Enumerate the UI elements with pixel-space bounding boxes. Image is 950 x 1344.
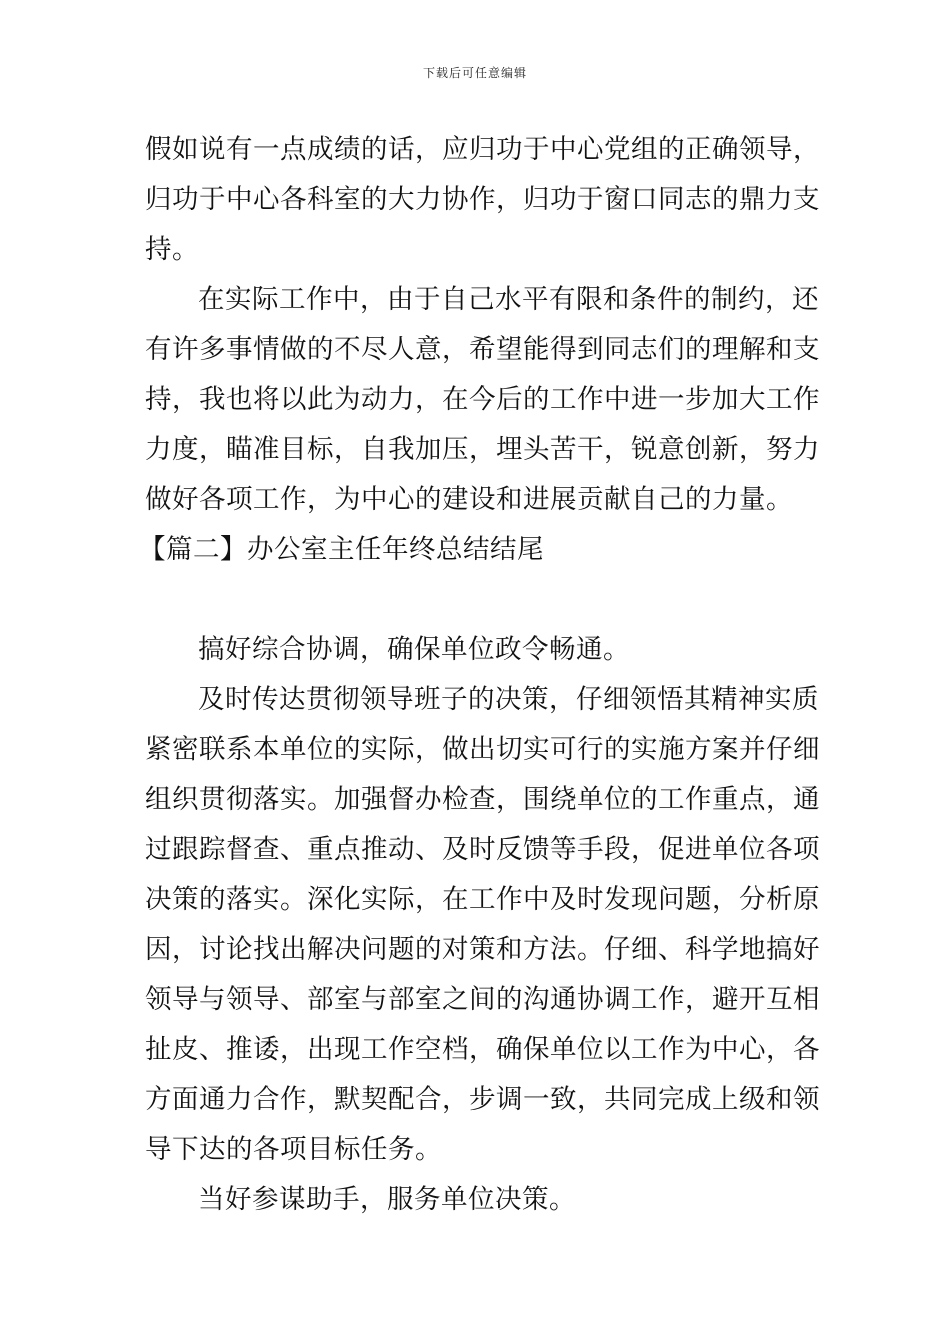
paragraph-start-line: 及时传达贯彻领导班子的决策，仔细领悟其精神实质 — [198, 684, 819, 715]
text-line: 因，讨论找出解决问题的对策和方法。仔细、科学地搞好 — [145, 934, 820, 965]
text-line: 组织贯彻落实。加强督办检查，围绕单位的工作重点，通 — [145, 784, 820, 815]
subheading-line: 当好参谋助手，服务单位决策。 — [198, 1184, 576, 1215]
blank-line — [145, 575, 810, 625]
subheading-line: 搞好综合协调，确保单位政令畅通。 — [198, 634, 630, 665]
text-line: 方面通力合作，默契配合，步调一致，共同完成上级和领 — [145, 1084, 820, 1115]
text-line: 决策的落实。深化实际，在工作中及时发现问题，分析原 — [145, 884, 820, 915]
text-line: 做好各项工作，为中心的建设和进展贡献自己的力量。 — [145, 484, 793, 515]
section-heading: 【篇二】办公室主任年终总结结尾 — [139, 534, 544, 565]
text-line: 力度，瞄准目标，自我加压，埋头苦干，锐意创新，努力 — [145, 434, 820, 465]
text-line: 扯皮、推诿，出现工作空档，确保单位以工作为中心，各 — [145, 1034, 820, 1065]
text-line: 紧密联系本单位的实际，做出切实可行的实施方案并仔细 — [145, 734, 820, 765]
text-line: 持，我也将以此为动力，在今后的工作中进一步加大工作 — [145, 384, 820, 415]
document-body — [139, 125, 820, 1225]
text-line: 领导与领导、部室与部室之间的沟通协调工作，避开互相 — [145, 984, 820, 1015]
text-line: 导下达的各项目标任务。 — [145, 1134, 442, 1165]
text-line: 归功于中心各科室的大力协作，归功于窗口同志的鼎力支 — [145, 184, 820, 215]
text-line: 有许多事情做的不尽人意，希望能得到同志们的理解和支 — [145, 334, 820, 365]
text-line: 持。 — [145, 234, 199, 265]
text-line: 过跟踪督查、重点推动、及时反馈等手段，促进单位各项 — [145, 834, 820, 865]
paragraph-start-line: 在实际工作中，由于自己水平有限和条件的制约，还 — [198, 284, 819, 315]
text-line: 假如说有一点成绩的话，应归功于中心党组的正确领导， — [145, 134, 820, 165]
page-header: 下载后可任意编辑 — [422, 66, 527, 80]
